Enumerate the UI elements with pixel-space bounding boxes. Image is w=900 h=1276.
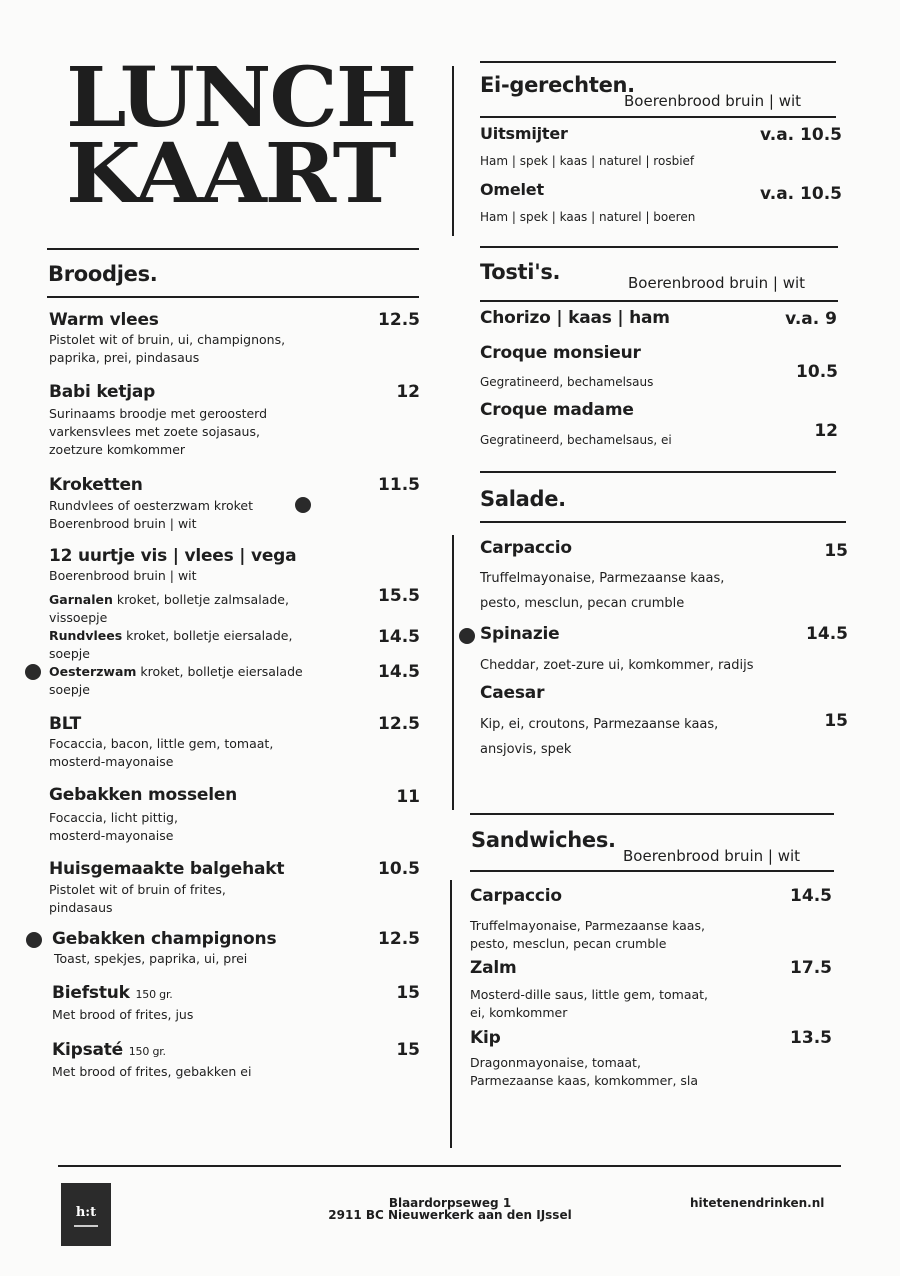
item-price: 12.5 [378, 929, 420, 949]
item-price: v.a. 10.5 [760, 125, 842, 145]
item-price: 12.5 [378, 310, 420, 330]
item-price: 10.5 [796, 362, 838, 382]
item-price: 14.5 [790, 886, 832, 906]
title-line-1: LUNCH [66, 50, 415, 146]
item-description: Met brood of frites, gebakken ei [52, 1064, 252, 1079]
item-name: Croque madame [480, 400, 634, 420]
item-name: Carpaccio [480, 538, 572, 558]
item-name: Chorizo | kaas | ham [480, 308, 670, 328]
item-variant: Garnalen kroket, bolletje zalmsalade, vissoepje [49, 592, 289, 625]
item-name: Spinazie [480, 624, 560, 644]
item-name: Huisgemaakte balgehakt [49, 859, 285, 879]
footer-divider [58, 1165, 841, 1167]
item-description: Ham | spek | kaas | naturel | rosbief [480, 154, 695, 168]
item-price: 11.5 [378, 475, 420, 495]
section-heading-ei-gerechten: Ei-gerechten. [480, 73, 635, 97]
item-description: Pistolet wit of bruin, ui, champignons, paprika, prei, pindasaus [49, 332, 286, 365]
item-name: Biefstuk 150 gr. [52, 983, 173, 1003]
item-description: Truffelmayonaise, Parmezaanse kaas, pesto, mesclun, pecan crumble [470, 918, 705, 951]
item-price: v.a. 10.5 [760, 184, 842, 204]
column-divider [452, 66, 454, 236]
vegetarian-icon [26, 932, 42, 948]
brand-logo: h:t [61, 1183, 111, 1246]
title-line-2: KAART [66, 126, 395, 222]
item-name: BLT [49, 714, 81, 734]
menu-title [66, 50, 415, 222]
section-heading-salade: Salade. [480, 487, 566, 511]
item-price: 17.5 [790, 958, 832, 978]
item-price: 15.5 [378, 586, 420, 606]
item-description: Focaccia, bacon, little gem, tomaat, mosterd-mayonaise [49, 736, 274, 769]
section-heading-tostis: Tosti's. [480, 260, 561, 284]
section-heading-sandwiches: Sandwiches. [471, 828, 616, 852]
divider [47, 296, 419, 298]
item-description: Boerenbrood bruin | wit [49, 568, 197, 583]
divider [480, 300, 838, 302]
divider [47, 248, 419, 250]
item-description: Cheddar, zoet-zure ui, komkommer, radijs [480, 658, 754, 673]
address: Blaardorpseweg 1 2911 BC Nieuwerkerk aan den IJssel [328, 1196, 572, 1222]
item-description: Kip, ei, croutons, Parmezaanse kaas, ansjovis, spek [480, 717, 719, 757]
item-price: 12 [814, 421, 838, 441]
section-subtitle: Boerenbrood bruin | wit [624, 92, 802, 110]
column-divider [450, 880, 452, 1148]
item-name: Omelet [480, 180, 544, 199]
item-description: Met brood of frites, jus [52, 1007, 194, 1022]
section-subtitle: Boerenbrood bruin | wit [628, 274, 806, 292]
vegetarian-icon [459, 628, 475, 644]
item-price: 14.5 [806, 624, 848, 644]
item-name: Warm vlees [49, 310, 159, 330]
divider [470, 813, 834, 815]
item-description: Ham | spek | kaas | naturel | boeren [480, 210, 696, 224]
item-name: Caesar [480, 683, 545, 703]
item-name: Zalm [470, 958, 517, 978]
item-variant: Oesterzwam kroket, bolletje eiersalade soepje [49, 664, 303, 697]
item-price: 11 [396, 787, 420, 807]
item-name: Kipsaté 150 gr. [52, 1040, 166, 1060]
item-description: Truffelmayonaise, Parmezaanse kaas, pesto, mesclun, pecan crumble [480, 571, 725, 611]
divider [480, 61, 836, 63]
item-description: Gegratineerd, bechamelsaus [480, 375, 654, 389]
item-description: Dragonmayonaise, tomaat, Parmezaanse kaas, komkommer, sla [470, 1055, 699, 1088]
divider [480, 116, 836, 118]
item-price: 15 [396, 1040, 420, 1060]
item-description: Gegratineerd, bechamelsaus, ei [480, 433, 672, 447]
item-name: Kroketten [49, 475, 143, 495]
website-link[interactable]: hitetenendrinken.nl [690, 1196, 825, 1210]
item-name: Gebakken mosselen [49, 785, 238, 805]
divider [480, 471, 836, 473]
item-price: v.a. 9 [785, 309, 837, 329]
item-description: Mosterd-dille saus, little gem, tomaat, ei, komkommer [470, 987, 709, 1020]
item-price: 14.5 [378, 627, 420, 647]
item-description: Focaccia, licht pittig, mosterd-mayonaise [49, 810, 178, 843]
divider [480, 246, 838, 248]
item-price: 10.5 [378, 859, 420, 879]
item-price: 14.5 [378, 662, 420, 682]
item-name: Uitsmijter [480, 124, 568, 143]
item-price: 15 [396, 983, 420, 1003]
item-description: Toast, spekjes, paprika, ui, prei [54, 951, 248, 966]
item-name: Gebakken champignons [52, 929, 277, 949]
item-description: Rundvlees of oesterzwam kroket Boerenbrood bruin | wit [49, 498, 253, 531]
vegetarian-icon [25, 664, 41, 680]
item-name: Croque monsieur [480, 343, 641, 363]
item-name: Babi ketjap [49, 382, 156, 402]
section-subtitle: Boerenbrood bruin | wit [623, 847, 801, 865]
section-heading-broodjes: Broodjes. [48, 262, 158, 286]
divider [480, 521, 846, 523]
vegetarian-icon [295, 497, 311, 513]
item-variant: Rundvlees kroket, bolletje eiersalade, soepje [49, 628, 293, 661]
column-divider [452, 535, 454, 810]
item-description: Pistolet wit of bruin of frites, pindasaus [49, 882, 226, 915]
divider [470, 870, 834, 872]
item-name: Carpaccio [470, 886, 562, 906]
item-name: 12 uurtje vis | vlees | vega [49, 546, 297, 566]
item-price: 15 [824, 711, 848, 731]
item-description: Surinaams broodje met geroosterd varkensvlees met zoete sojasaus, zoetzure komkommer [49, 406, 268, 457]
item-name: Kip [470, 1028, 501, 1048]
item-price: 12.5 [378, 714, 420, 734]
item-price: 13.5 [790, 1028, 832, 1048]
item-price: 15 [824, 541, 848, 561]
item-price: 12 [396, 382, 420, 402]
